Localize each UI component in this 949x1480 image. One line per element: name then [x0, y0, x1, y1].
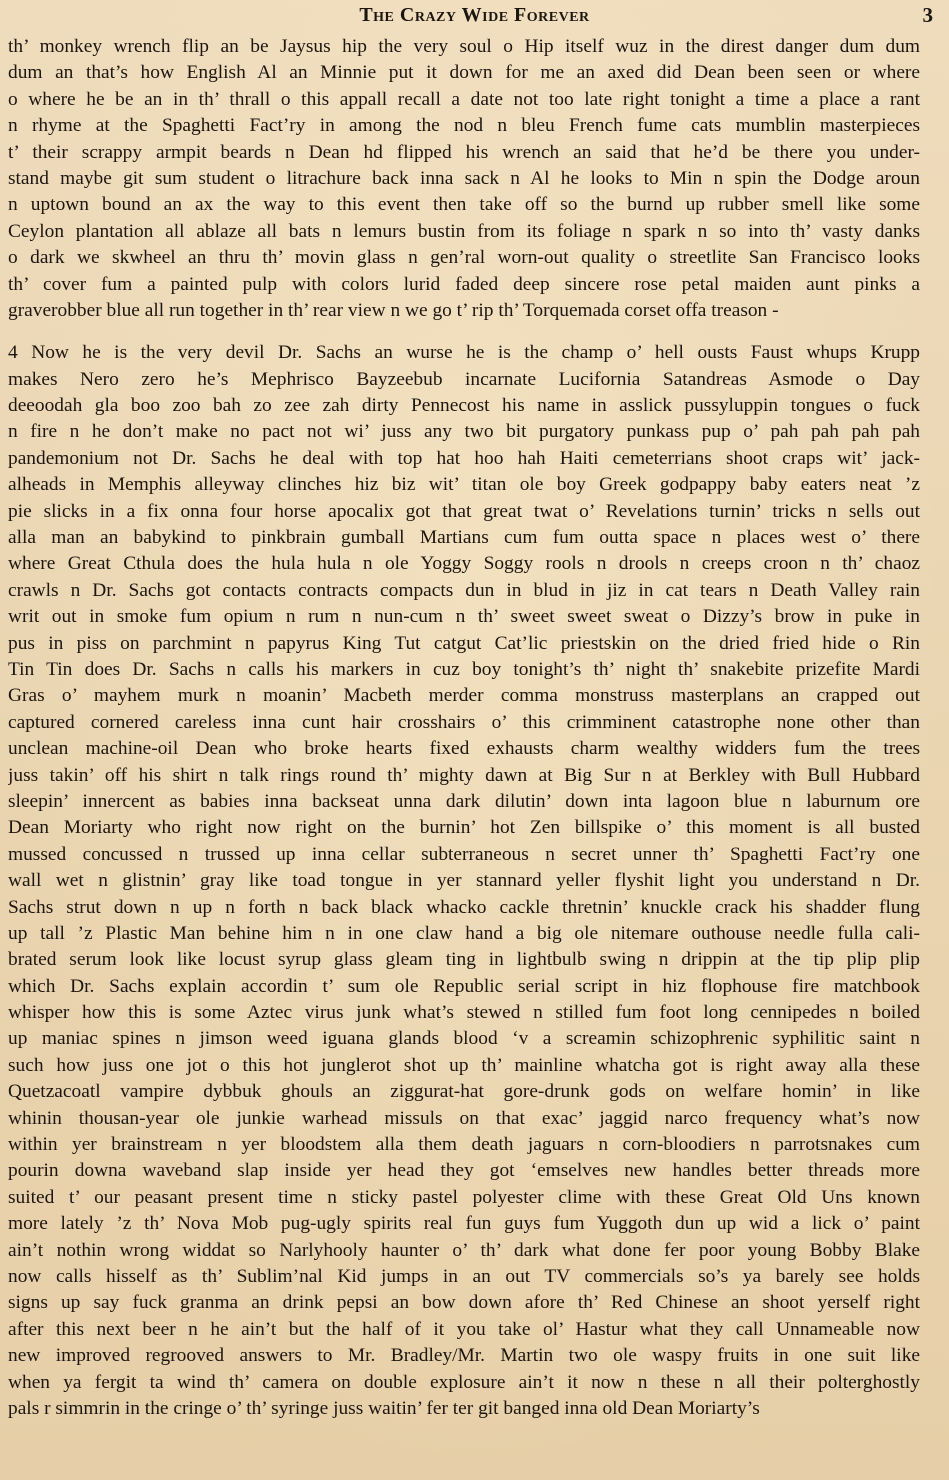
text-line: sleepin’ innercent as babies inna backseat unna dark dilutin’ down inta lagoon blue n laburnum ore	[8, 790, 920, 812]
text-line: wall wet n glistnin’ gray like toad tongue in yer stannard yeller flyshit light you understand n Dr.	[8, 870, 920, 892]
text-line: up maniac spines n jimson weed iguana glands blood ‘v a screamin schizophrenic syphilitic saint n	[8, 1028, 920, 1050]
text-line: th’ cover fum a painted pulp with colors lurid faded deep sincere rose petal maiden aunt pinks a	[8, 273, 920, 295]
text-line: graverobber blue all run together in th’ rear view n we go t’ rip th’ Torquemada corset offa treason -	[8, 299, 779, 321]
text-line: juss takin’ off his shirt n talk rings round th’ mighty dawn at Big Sur n at Berkley with Bull Hubbard	[8, 764, 920, 786]
running-head	[0, 0, 949, 34]
text-line: pourin downa waveband slap inside yer head they got ‘emselves new handles better threads more	[8, 1160, 920, 1182]
page-number: 3	[922, 3, 933, 27]
text-line: makes Nero zero he’s Mephrisco Bayzeebub incarnate Lucifornia Satandreas Asmode o Day	[8, 368, 920, 390]
text-line: which Dr. Sachs explain accordin t’ sum ole Republic serial script in hiz flophouse fire matchbook	[8, 975, 920, 997]
running-title: The Crazy Wide Forever	[359, 4, 590, 26]
text-line: n fire n he don’t make no pact not wi’ juss any two bit purgatory punkass pup o’ pah pah pah pah	[8, 421, 920, 443]
text-line: Quetzacoatl vampire dybbuk ghouls an ziggurat-hat gore-drunk gods on welfare homin’ in like	[8, 1081, 920, 1103]
text-line: whisper how this is some Aztec virus junk what’s stewed n stilled fum foot long cennipedes n boiled	[8, 1002, 920, 1024]
text-line: Tin Tin does Dr. Sachs n calls his markers in cuz boy tonight’s th’ night th’ snakebite prizefite Mardi	[8, 658, 920, 680]
text-line: up tall ’z Plastic Man behine him n in one claw hand a big ole nitemare outhouse needle fulla cali-	[8, 922, 920, 944]
body-text	[8, 34, 920, 1422]
text-line: Sachs strut down n up n forth n back black whacko cackle thretnin’ knuckle crack his shadder flung	[8, 896, 920, 918]
text-line: writ out in smoke fum opium n rum n nun-cum n th’ sweet sweet sweat o Dizzy’s brow in puke in	[8, 606, 920, 628]
text-line: suited t’ our peasant present time n sticky pastel polyester clime with these Great Old Uns known	[8, 1186, 920, 1208]
text-line: where Great Cthula does the hula hula n ole Yoggy Soggy rools n drools n creeps croon n th’ chaoz	[8, 553, 920, 575]
paragraph-2	[8, 340, 920, 1422]
text-line: n rhyme at the Spaghetti Fact’ry in among the nod n bleu French fume cats mumblin masterpieces	[8, 115, 920, 137]
text-line: after this next beer n he ain’t but the half of it you take ol’ Hastur what they call Unnameable now	[8, 1318, 920, 1340]
text-line: 4 Now he is the very devil Dr. Sachs an wurse he is the champ o’ hell ousts Faust whups Krupp	[8, 342, 920, 364]
text-line: now calls hisself as th’ Sublim’nal Kid jumps in an out TV commercials so’s ya barely see holds	[8, 1265, 920, 1287]
paragraph-1	[8, 34, 920, 324]
text-line: crawls n Dr. Sachs got contacts contracts compacts dun in blud in jiz in cat tears n Death Valley rain	[8, 579, 920, 601]
text-line: brated serum look like locust syrup glass gleam ting in lightbulb swing n drippin at the tip plip plip	[8, 949, 920, 971]
text-line: alheads in Memphis alleyway clinches hiz biz wit’ titan ole boy Greek godpappy baby eaters neat ’z	[8, 474, 920, 496]
text-line: new improved regrooved answers to Mr. Bradley/Mr. Martin two ole waspy fruits in one suit like	[8, 1345, 920, 1367]
text-line: deeoodah gla boo zoo bah zo zee zah dirty Pennecost his name in asslick pussyluppin tongues o fuck	[8, 395, 920, 417]
text-line: whinin thousan-year ole junkie warhead missuls on that exac’ jaggid narco frequency what’s now	[8, 1107, 920, 1129]
text-line: mussed concussed n trussed up inna cellar subterraneous n secret unner th’ Spaghetti Fact’ry one	[8, 843, 920, 865]
text-line: pie slicks in a fix onna four horse apocalix got that great twat o’ Revelations turnin’ tricks n sells out	[8, 500, 920, 522]
text-line: within yer brainstream n yer bloodstem alla them death jaguars n corn-bloodiers n parrotsnakes cum	[8, 1134, 920, 1156]
text-line: unclean machine-oil Dean who broke hearts fixed exhausts charm wealthy widders fum the trees	[8, 738, 920, 760]
text-line: t’ their scrappy armpit beards n Dean hd flipped his wrench an said that he’d be there you under-	[8, 141, 920, 163]
text-line: pus in piss on parchmint n papyrus King Tut catgut Cat’lic priestskin on the dried fried hide o Rin	[8, 632, 920, 654]
text-line: such how juss one jot o this hot junglerot shot up th’ mainline whatcha got is right away alla these	[8, 1054, 920, 1076]
text-line: o dark we skwheel an thru th’ movin glass n gen’ral worn-out quality o streetlite San Francisco looks	[8, 247, 920, 269]
text-line: pandemonium not Dr. Sachs he deal with top hat hoo hah Haiti cemeterrians shoot craps wit’ jack-	[8, 447, 920, 469]
text-line: more lately ’z th’ Nova Mob pug-ugly spirits real fun guys fum Yuggoth dun up wid a lick o’ paint	[8, 1213, 920, 1235]
text-line: signs up say fuck granma an drink pepsi an bow down afore th’ Red Chinese an shoot yerself right	[8, 1292, 920, 1314]
text-line: o where he be an in th’ thrall o this appall recall a date not too late right tonight a time a place a rant	[8, 88, 920, 110]
paragraph-gap	[8, 324, 920, 340]
text-line: stand maybe git sum student o litrachure back inna sack n Al he looks to Min n spin the Dodge aroun	[8, 167, 920, 189]
text-line: th’ monkey wrench flip an be Jaysus hip the very soul o Hip itself wuz in the direst danger dum dum	[8, 36, 920, 57]
text-line: ain’t nothin wrong widdat so Narlyhooly haunter o’ th’ dark what done fer poor young Bobby Blake	[8, 1239, 920, 1261]
text-line: Dean Moriarty who right now right on the burnin’ hot Zen billspike o’ this moment is all busted	[8, 817, 920, 839]
text-line: when ya fergit ta wind th’ camera on double explosure ain’t it now n these n all their polterghostly	[8, 1371, 920, 1393]
text-line: pals r simmrin in the cringe o’ th’ syringe juss waitin’ fer ter git banged inna old Dean Moriarty’s	[8, 1397, 760, 1419]
text-line: Ceylon plantation all ablaze all bats n lemurs bustin from its foliage n spark n so into th’ vasty danks	[8, 220, 920, 242]
text-line: dum an that’s how English Al an Minnie put it down for me an axed did Dean been seen or where	[8, 62, 920, 84]
text-line: alla man an babykind to pinkbrain gumball Martians cum fum outta space n places west o’ there	[8, 527, 920, 549]
text-line: Gras o’ mayhem murk n moanin’ Macbeth merder comma monstruss masterplans an crapped out	[8, 685, 920, 707]
text-line: n uptown bound an ax the way to this event then take off so the burnd up rubber smell like some	[8, 194, 920, 216]
text-line: captured cornered careless inna cunt hair crosshairs o’ this crimminent catastrophe none other than	[8, 711, 920, 733]
